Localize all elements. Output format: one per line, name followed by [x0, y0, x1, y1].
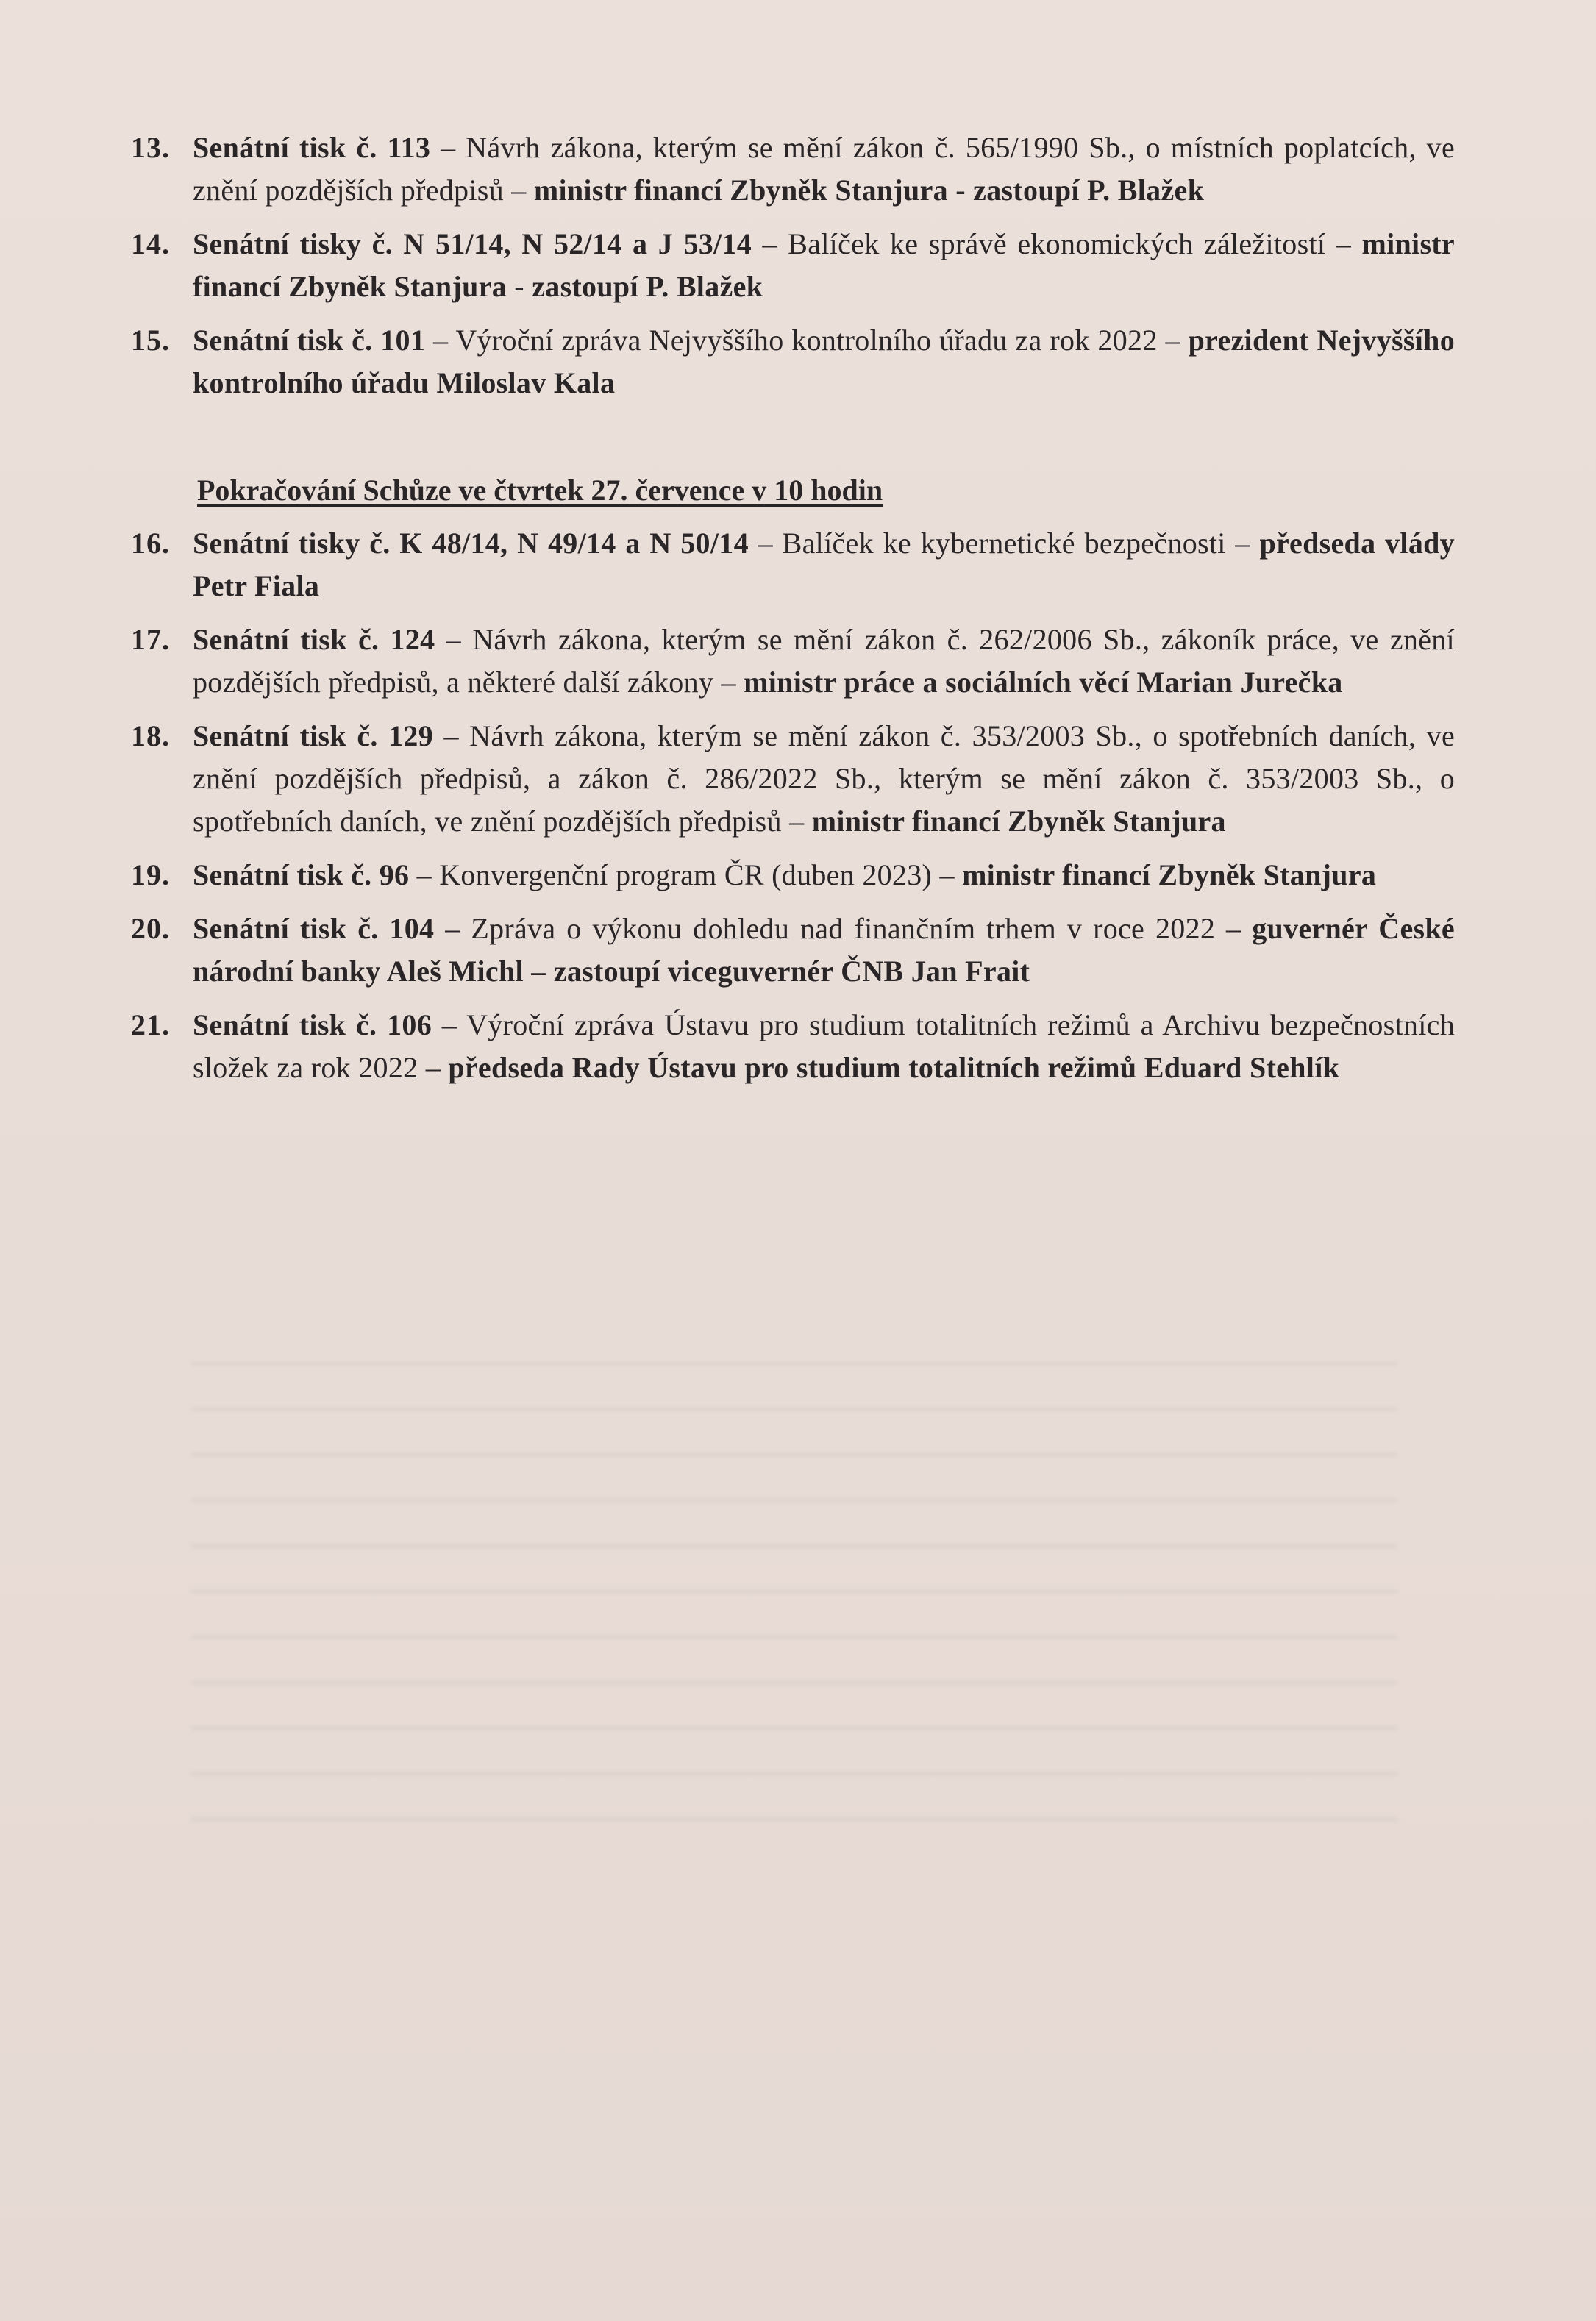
section-heading: Pokračování Schůze ve čtvrtek 27. července v 10 hodin [197, 474, 883, 507]
agenda-item [131, 223, 1455, 308]
item-text: – Balíček ke kybernetické bezpečnosti – [748, 527, 1260, 560]
agenda-list [131, 126, 1455, 1100]
item-body [193, 618, 1455, 704]
item-body [193, 522, 1455, 607]
item-body [193, 908, 1455, 993]
item-text: – Balíček ke správě ekonomických záležitostí – [752, 227, 1362, 260]
item-lead: Senátní tisk č. 129 [193, 719, 434, 752]
item-number: 19. [131, 858, 170, 891]
agenda-item [131, 1004, 1455, 1089]
item-lead: Senátní tisk č. 124 [193, 623, 435, 656]
item-presenter: prezident Nejvyššího kontrolního úřadu Miloslav Kala [193, 324, 1455, 399]
item-presenter: ministr financí Zbyněk Stanjura - zastoupí P. Blažek [193, 227, 1455, 303]
item-number: 14. [131, 227, 170, 260]
agenda-item [131, 715, 1455, 843]
item-text: – Zpráva o výkonu dohledu nad finančním trhem v roce 2022 – [434, 912, 1253, 945]
agenda-item [131, 618, 1455, 704]
item-text: – Návrh zákona, kterým se mění zákon č. 565/1990 Sb., o místních poplatcích, ve znění pozdějších předpisů – [193, 131, 1455, 207]
item-body [193, 854, 1455, 896]
item-presenter: ministr práce a sociálních věcí Marian Jurečka [744, 666, 1343, 699]
item-body [193, 1004, 1455, 1089]
item-number: 13. [131, 131, 170, 164]
agenda-item [131, 319, 1455, 404]
item-presenter: ministr financí Zbyněk Stanjura [962, 858, 1377, 891]
item-number: 21. [131, 1008, 170, 1041]
agenda-item [131, 522, 1455, 607]
item-lead: Senátní tisky č. K 48/14, N 49/14 a N 50/14 [193, 527, 749, 560]
item-presenter: ministr financí Zbyněk Stanjura - zastoupí P. Blažek [533, 174, 1205, 207]
item-number: 20. [131, 912, 170, 945]
item-number: 18. [131, 719, 170, 752]
item-text: – Výroční zpráva Ústavu pro studium totalitních režimů a Archivu bezpečnostních složek za rok 2022 – [193, 1008, 1455, 1084]
item-text: – Konvergenční program ČR (duben 2023) – [409, 858, 963, 891]
item-number: 16. [131, 527, 170, 560]
item-lead: Senátní tisk č. 96 [193, 858, 410, 891]
item-presenter: guvernér České národní banky Aleš Michl – zastoupí viceguvernér ČNB Jan Frait [193, 912, 1455, 988]
item-lead: Senátní tisk č. 106 [193, 1008, 432, 1041]
item-lead: Senátní tisk č. 113 [193, 131, 431, 164]
item-text: – Návrh zákona, kterým se mění zákon č. 262/2006 Sb., zákoník práce, ve znění pozdějších předpisů, a některé další zákony – [193, 623, 1455, 699]
item-number: 15. [131, 324, 170, 357]
item-presenter: předseda Rady Ústavu pro studium totalitních režimů Eduard Stehlík [448, 1051, 1340, 1084]
agenda-item [131, 908, 1455, 993]
item-lead: Senátní tisk č. 101 [193, 324, 426, 357]
item-text: – Návrh zákona, kterým se mění zákon č. 353/2003 Sb., o spotřebních daních, ve znění pozdějších předpisů, a zákon č. 286/2022 Sb., kterým se mění zákon č. 353/2003 Sb., o spotřebních daních, ve znění pozdějších předpisů – [193, 719, 1455, 838]
item-presenter: předseda vlády Petr Fiala [193, 527, 1455, 602]
item-lead: Senátní tisky č. N 51/14, N 52/14 a J 53/14 [193, 227, 752, 260]
item-lead: Senátní tisk č. 104 [193, 912, 435, 945]
item-body [193, 223, 1455, 308]
item-presenter: ministr financí Zbyněk Stanjura [811, 805, 1226, 838]
item-text: – Výroční zpráva Nejvyššího kontrolního úřadu za rok 2022 – [425, 324, 1189, 357]
show-through-text [191, 1346, 1397, 1861]
item-body [193, 319, 1455, 404]
item-number: 17. [131, 623, 170, 656]
item-body [193, 126, 1455, 212]
item-body [193, 715, 1455, 843]
agenda-item [131, 854, 1455, 896]
agenda-item [131, 126, 1455, 212]
